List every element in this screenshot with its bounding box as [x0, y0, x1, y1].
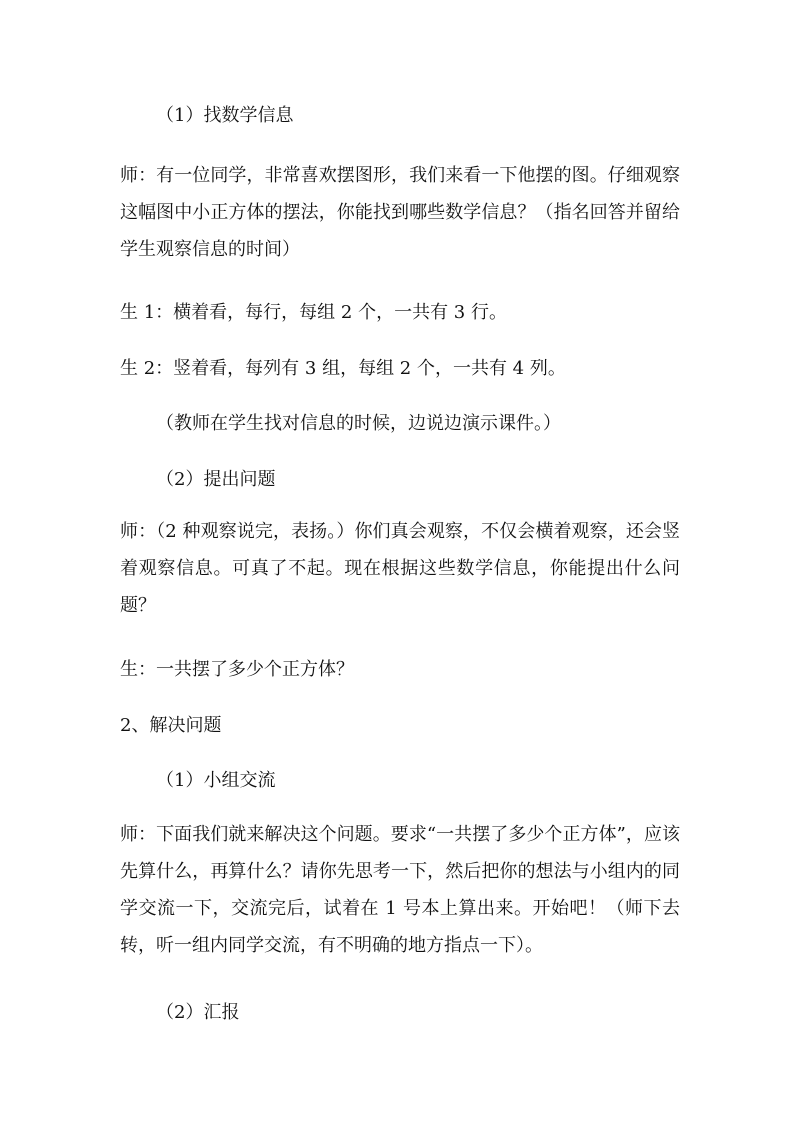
paragraph-teacher-intro: 师：有一位同学，非常喜欢摆图形，我们来看一下他摆的图。仔细观察这幅图中小正方体的摆法，你能找到哪些数学信息？（指名回答并留给学生观察信息的时间）: [120, 165, 680, 260]
paragraph-teacher-demo-note: （教师在学生找对信息的时候，边说边演示课件。）: [156, 413, 561, 434]
paragraph-teacher-instructions: 师：下面我们就来解决这个问题。要求“一共摆了多少个正方体”，应该先算什么，再算什么？请你先思考一下，然后把你的想法与小组内的同学交流一下，交流完后，试着在 1 号本上算出来。开始吧！（师下去转，听一组内同学交流，有不明确的地方指点一下）。: [120, 824, 680, 956]
paragraph-student-2: 生 2：竖着看，每列有 3 组，每组 2 个，一共有 4 列。: [120, 358, 566, 379]
subheading-report: （2）汇报: [156, 1002, 240, 1023]
subheading-group-discussion: （1）小组交流: [156, 770, 276, 791]
paragraph-student-1: 生 1：横着看，每行，每组 2 个，一共有 3 行。: [120, 302, 507, 323]
subheading-ask-question: （2）提出问题: [156, 469, 276, 490]
heading-solve-problem: 2、解决问题: [120, 715, 222, 736]
paragraph-teacher-praise: 师：（2 种观察说完，表扬。）你们真会观察，不仅会横着观察，还会竖着观察信息。可真了不起。现在根据这些数学信息，你能提出什么问题？: [120, 521, 680, 616]
subheading-find-info: （1）找数学信息: [156, 105, 294, 126]
paragraph-student-question: 生：一共摆了多少个正方体？: [120, 659, 354, 680]
